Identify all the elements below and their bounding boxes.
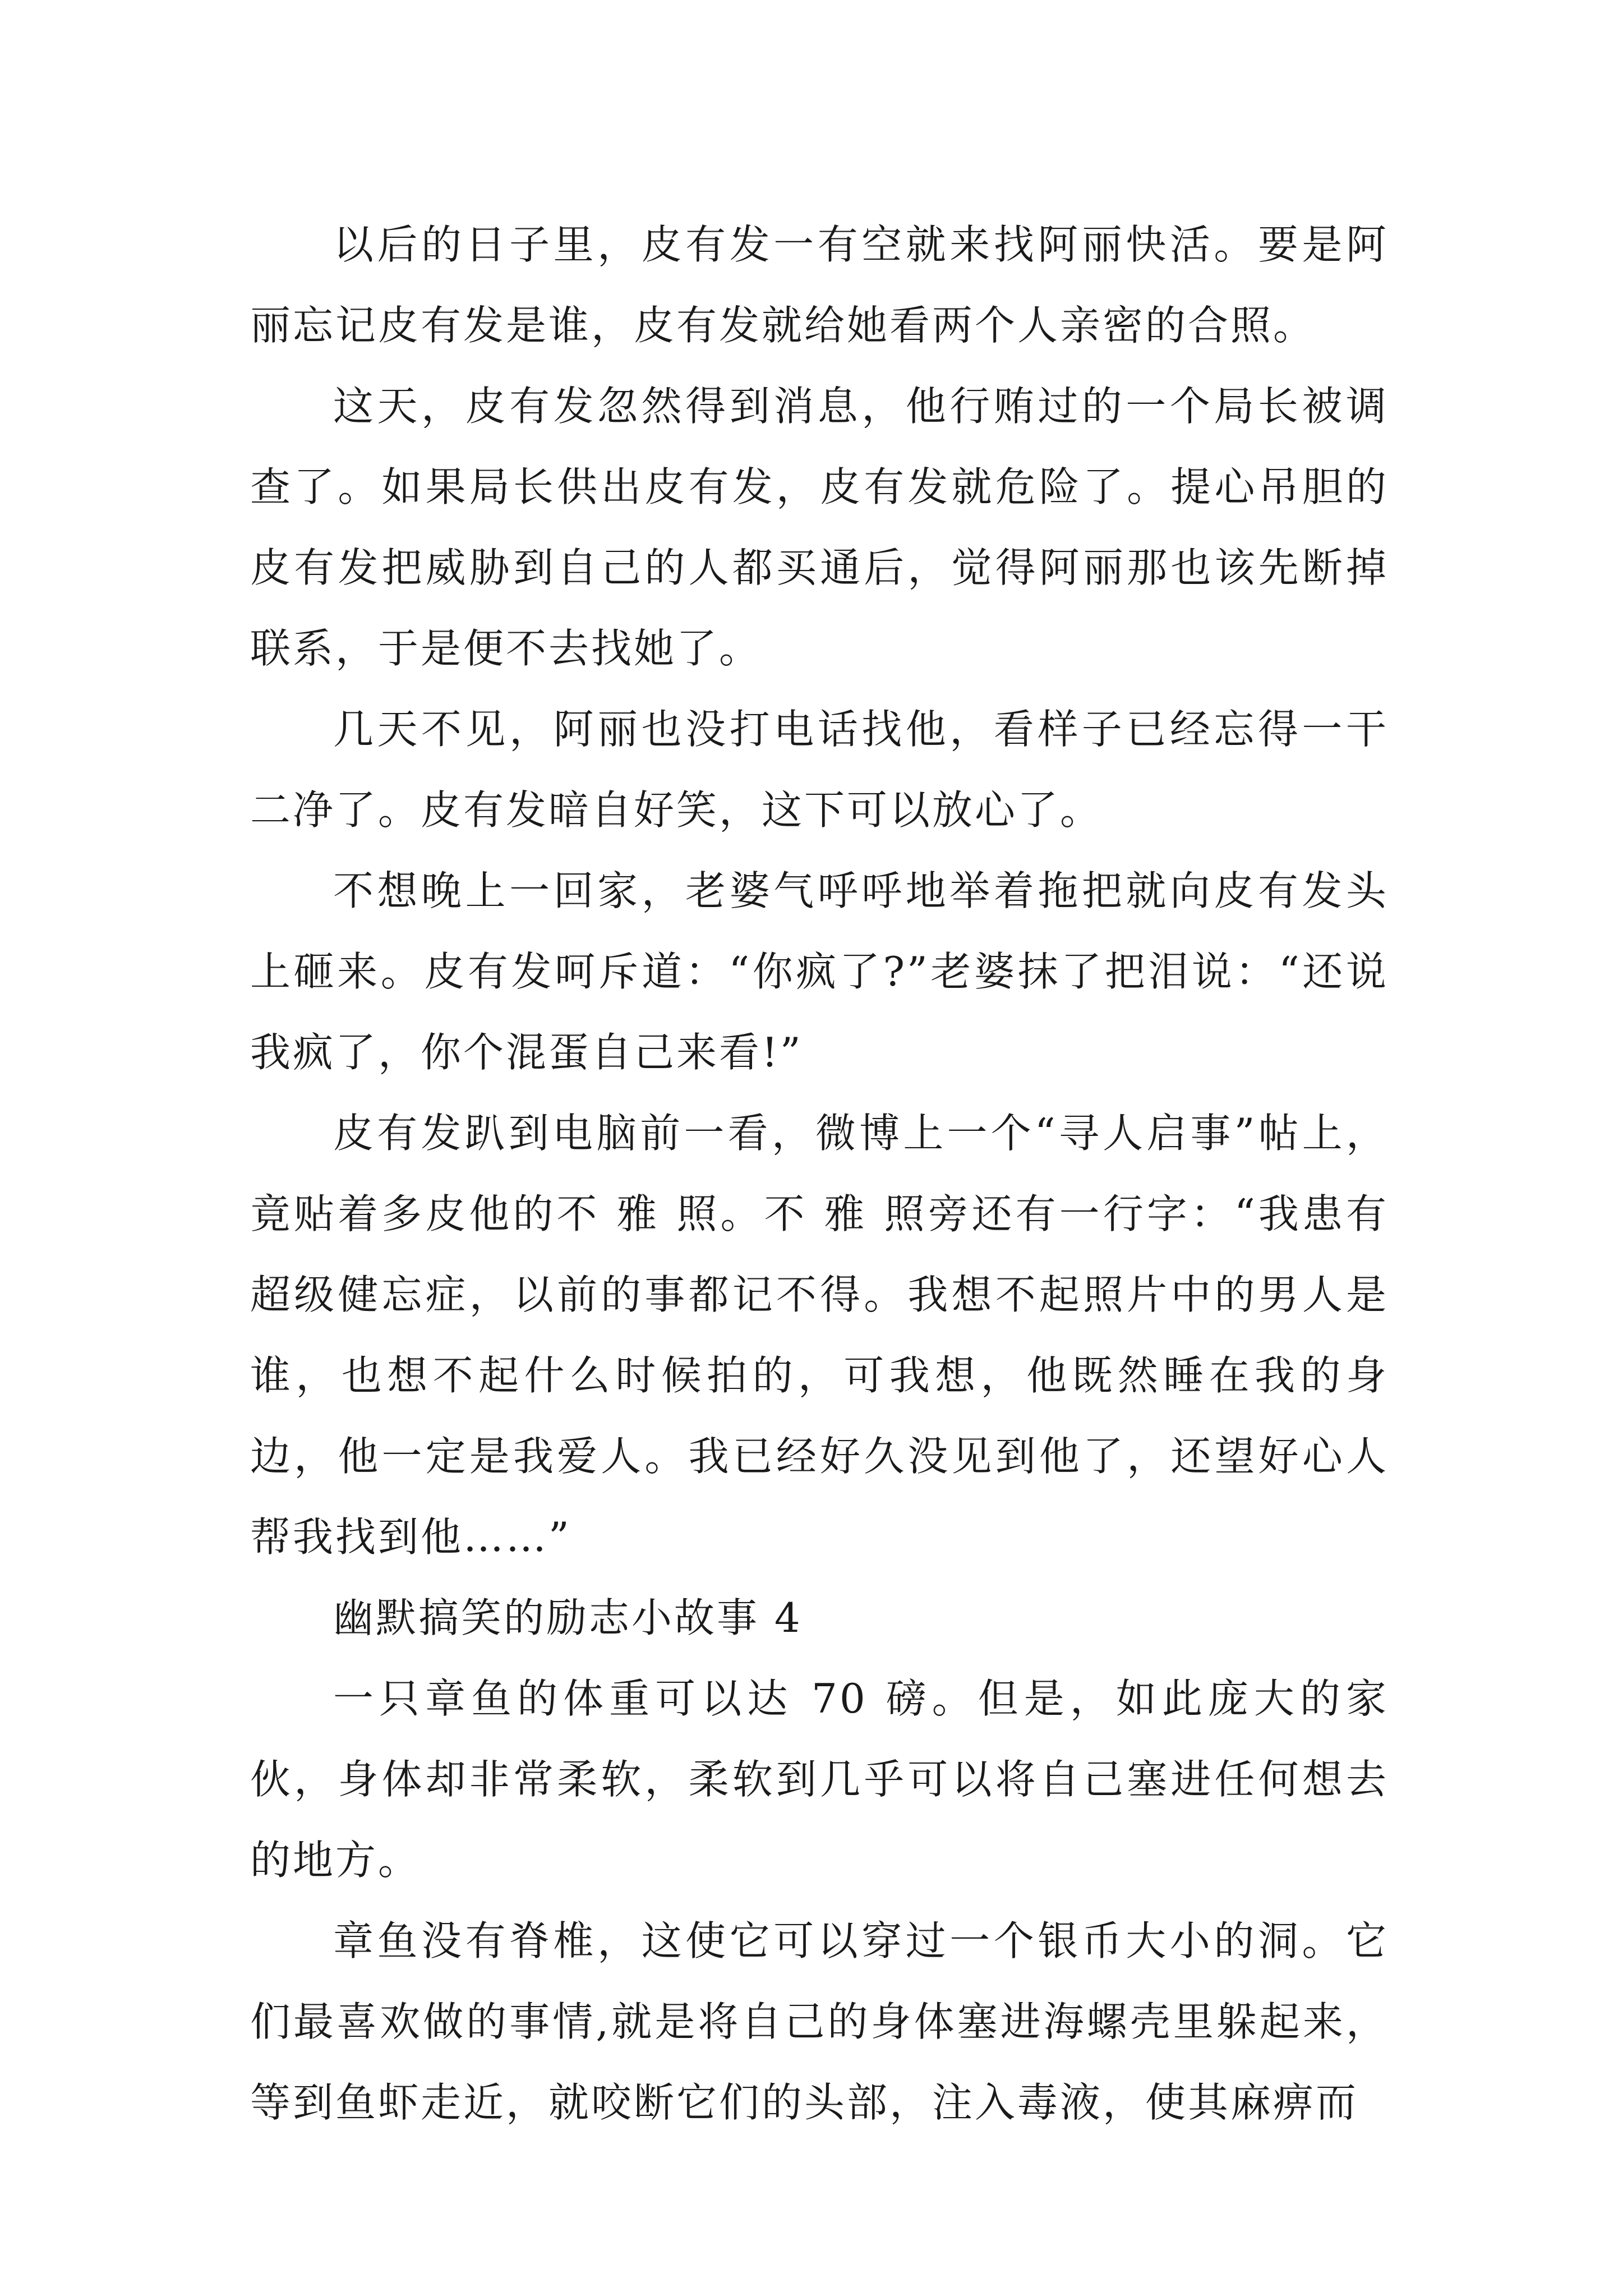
body-text: [250, 204, 1389, 2143]
paragraph: 不想晚上一回家，老婆气呼呼地举着拖把就向皮有发头上砸来。皮有发呵斥道：“你疯了?”老婆抹了把泪说：“还说我疯了，你个混蛋自己来看!”: [250, 867, 1389, 1076]
paragraph: 章鱼没有脊椎，这使它可以穿过一个银币大小的洞。它们最喜欢做的事情,就是将自己的身体塞进海螺壳里躲起来，等到鱼虾走近，就咬断它们的头部，注入毒液，使其麻痹而: [250, 1917, 1389, 2126]
paragraph: 这天，皮有发忽然得到消息，他行贿过的一个局长被调查了。如果局长供出皮有发，皮有发就危险了。提心吊胆的皮有发把威胁到自己的人都买通后，觉得阿丽那也该先断掉联系，于是便不去找她了。: [250, 383, 1389, 672]
paragraph: 以后的日子里，皮有发一有空就来找阿丽快活。要是阿丽忘记皮有发是谁，皮有发就给她看两个人亲密的合照。: [250, 221, 1389, 349]
paragraph: 一只章鱼的体重可以达 70 磅。但是，如此庞大的家伙，身体却非常柔软，柔软到几乎可以将自己塞进任何想去的地方。: [250, 1675, 1389, 1884]
paragraph: 皮有发趴到电脑前一看，微博上一个“寻人启事”帖上，竟贴着多皮他的不 雅 照。不 雅 照旁还有一行字：“我患有超级健忘症，以前的事都记不得。我想不起照片中的男人是谁，也想不起什么时候拍的，可我想，他既然睡在我的身边，他一定是我爱人。我已经好久没见到他了，还望好心人帮我找到他……”: [250, 1110, 1389, 1561]
section-heading: 幽默搞笑的励志小故事 4: [333, 1594, 803, 1641]
paragraph: 几天不见，阿丽也没打电话找他，看样子已经忘得一干二净了。皮有发暗自好笑，这下可以放心了。: [250, 706, 1389, 834]
